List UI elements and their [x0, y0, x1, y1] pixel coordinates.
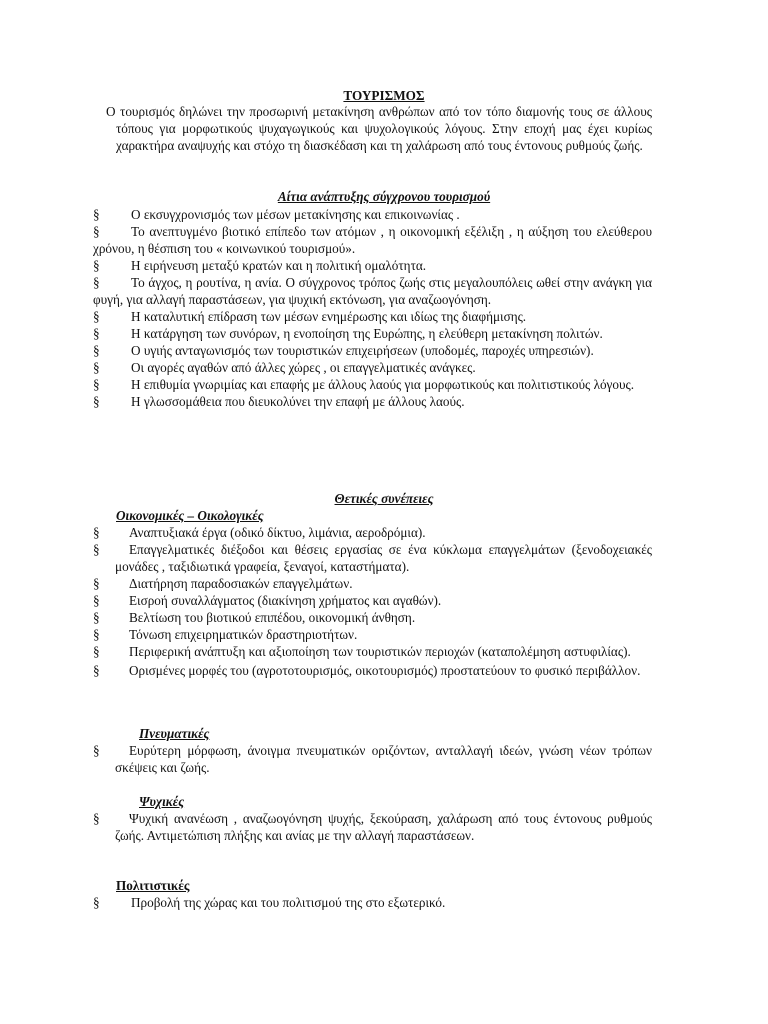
- section-sign-icon: §: [93, 627, 100, 642]
- list-item: § Η γλωσσομάθεια που διευκολύνει την επαφή με άλλους λαούς.: [93, 394, 465, 409]
- intro-paragraph: Ο τουρισμός δηλώνει την προσωρινή μετακίνηση ανθρώπων από τον τόπο διαμονής τους σε άλλους τόπους για μορφωτικούς ψυχαγωγικούς και ψυχολογικούς λόγους. Στην εποχή μας έχει κυρίως χαρακτήρα αναψυχής και στόχο τη διασκέδαση και τη χαλάρωση από τους έντονους ρυθμούς ζωής.: [106, 104, 652, 153]
- list-item: § Το άγχος, η ρουτίνα, η ανία. Ο σύγχρονος τρόπος ζωής στις μεγαλουπόλεις ωθεί στην ανάγκη για φυγή, για αλλαγή παραστάσεων, για ψυχική εκτόνωση, για αναζωογόνηση.: [93, 275, 652, 307]
- list-item: § Η κατάργηση των συνόρων, η ενοποίηση της Ευρώπης, η ελεύθερη μετακίνηση πολιτών.: [93, 326, 603, 341]
- list-item: § Η επιθυμία γνωριμίας και επαφής με άλλους λαούς για μορφωτικούς και πολιτιστικούς λόγους.: [93, 377, 635, 392]
- list-item: § Περιφερική ανάπτυξη και αξιοποίηση των τουριστικών περιοχών (καταπολέμηση αστυφιλίας).: [93, 644, 631, 659]
- spiritual-heading: Πνευματικές: [139, 726, 210, 741]
- list-item: § Διατήρηση παραδοσιακών επαγγελμάτων.: [93, 576, 353, 591]
- list-item: § Η ειρήνευση μεταξύ κρατών και η πολιτική ομαλότητα.: [93, 258, 427, 273]
- section-sign-icon: §: [93, 663, 100, 678]
- list-item: § Βελτίωση του βιοτικού επιπέδου, οικονομική άνθηση.: [93, 610, 416, 625]
- section-sign-icon: §: [93, 895, 100, 910]
- section-sign-icon: §: [93, 743, 100, 758]
- section-sign-icon: §: [93, 360, 100, 375]
- list-item: § Επαγγελματικές διέξοδοι και θέσεις εργασίας σε ένα κύκλωμα επαγγελμάτων (ξενοδοχειακές μονάδες , ταξιδιωτικά γραφεία, ξεναγοί, καταστήματα).: [93, 542, 652, 574]
- list-item: § Η καταλυτική επίδραση των μέσων ενημέρωσης και ιδίως της διαφήμισης.: [93, 309, 527, 324]
- section-sign-icon: §: [93, 377, 100, 392]
- section-sign-icon: §: [93, 343, 100, 358]
- section-sign-icon: §: [93, 224, 100, 239]
- section-sign-icon: §: [93, 207, 100, 222]
- section-sign-icon: §: [93, 525, 100, 540]
- section-sign-icon: §: [93, 644, 100, 659]
- economic-heading: Οικονομικές – Οικολογικές: [116, 508, 264, 523]
- list-item: § Ο εκσυγχρονισμός των μέσων μετακίνησης και επικοινωνίας .: [93, 207, 460, 222]
- list-item: § Αναπτυξιακά έργα (οδικό δίκτυο, λιμάνια, αεροδρόμια).: [93, 525, 426, 540]
- spiritual-section: [93, 725, 652, 776]
- section-sign-icon: §: [93, 593, 100, 608]
- cultural-heading: Πολιτιστικές: [116, 878, 190, 893]
- section-sign-icon: §: [93, 542, 100, 557]
- document-title: ΤΟΥΡΙΣΜΟΣ: [343, 88, 425, 103]
- section-sign-icon: §: [93, 576, 100, 591]
- section-sign-icon: §: [93, 309, 100, 324]
- list-item: § Ψυχική ανανέωση , αναζωογόνηση ψυχής, ξεκούραση, χαλάρωση από τους έντονους ρυθμούς ζωής. Αντιμετώπιση πλήξης και ανίας με την αλλαγή παραστάσεων.: [93, 811, 652, 843]
- section-sign-icon: §: [93, 811, 100, 826]
- list-item: § Το ανεπτυγμένο βιοτικό επίπεδο των ατόμων , η οικονομική εξέλιξη , η αύξηση του ελεύθερου χρόνου, η θέσπιση του « κοινωνικού τουρισμού».: [93, 224, 652, 256]
- section-sign-icon: §: [93, 326, 100, 341]
- cultural-section: [93, 877, 652, 911]
- psychological-heading: Ψυχικές: [139, 794, 185, 809]
- section-sign-icon: §: [93, 275, 100, 290]
- causes-heading: Αίτια ανάπτυξης σύγχρονου τουρισμού: [277, 189, 491, 204]
- list-item: § Ορισμένες μορφές του (αγροτοτουρισμός, οικοτουρισμός) προστατεύουν το φυσικό περιβάλλον.: [93, 663, 641, 678]
- list-item: § Ο υγιής ανταγωνισμός των τουριστικών επιχειρήσεων (υποδομές, παροχές υπηρεσιών).: [93, 343, 594, 358]
- list-item: § Ευρύτερη μόρφωση, άνοιγμα πνευματικών οριζόντων, ανταλλαγή ιδεών, γνώση νέων τρόπων σκέψεις και ζωής.: [93, 743, 652, 775]
- economic-section: [93, 507, 652, 679]
- list-item: § Οι αγορές αγαθών από άλλες χώρες , οι επαγγελματικές ανάγκες.: [93, 360, 476, 375]
- section-sign-icon: §: [93, 610, 100, 625]
- section-sign-icon: §: [93, 258, 100, 273]
- causes-list: [93, 206, 652, 410]
- positive-heading: Θετικές συνέπειες: [334, 491, 434, 506]
- list-item: § Τόνωση επιχειρηματικών δραστηριοτήτων.: [93, 627, 358, 642]
- list-item: § Προβολή της χώρας και του πολιτισμού της στο εξωτερικό.: [93, 895, 446, 910]
- section-sign-icon: §: [93, 394, 100, 409]
- list-item: § Εισροή συναλλάγματος (διακίνηση χρήματος και αγαθών).: [93, 593, 442, 608]
- psychological-section: [93, 793, 652, 844]
